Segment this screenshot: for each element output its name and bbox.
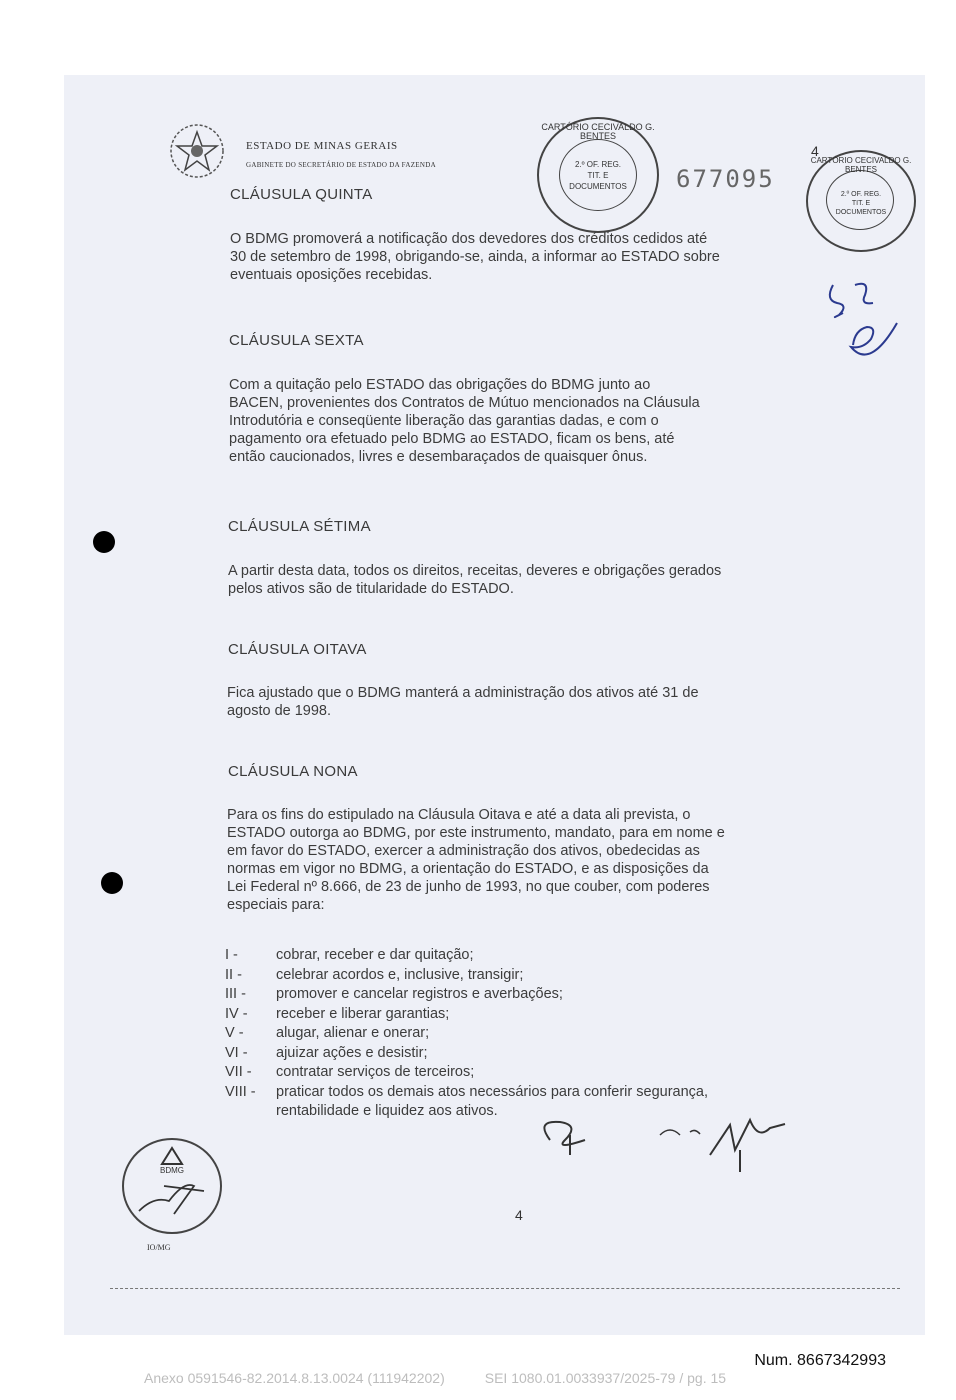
text-line: pelos ativos são de titularidade do ESTADO. bbox=[228, 581, 514, 597]
list-item-number: I - bbox=[225, 947, 238, 963]
punch-hole-bottom bbox=[101, 872, 123, 894]
clause-setima-text bbox=[228, 562, 818, 598]
list-item-number: III - bbox=[225, 986, 246, 1002]
text-line: Com a quitação pelo ESTADO das obrigações do BDMG junto ao bbox=[229, 377, 651, 393]
annex-reference: Anexo 0591546-82.2014.8.13.0024 (111942202) bbox=[144, 1370, 445, 1386]
list-item-text: alugar, alienar e onerar; bbox=[276, 1025, 430, 1041]
list-item-number: VI - bbox=[225, 1044, 248, 1061]
text-line: O BDMG promoverá a notificação dos devedores dos créditos cedidos até bbox=[230, 231, 708, 247]
header-office: GABINETE DO SECRETÁRIO DE ESTADO DA FAZENDA bbox=[246, 161, 436, 169]
clause-nona-text bbox=[227, 806, 817, 914]
notary-stamp-detail-3: DOCUMENTOS bbox=[569, 182, 627, 191]
text-line: ESTADO outorga ao BDMG, por este instrumento, mandato, para em nome e bbox=[227, 825, 725, 841]
text-line: Fica ajustado que o BDMG manterá a administração dos ativos até 31 de bbox=[227, 685, 699, 701]
notary-stamp-right-name: CARTÓRIO CECIVALDO G. BENTES bbox=[810, 156, 912, 174]
clause-oitava-heading: CLÁUSULA OITAVA bbox=[228, 641, 367, 658]
list-item-text: praticar todos os demais atos necessários para conferir segurança, bbox=[276, 1083, 708, 1100]
bdmg-logo-icon bbox=[160, 1146, 184, 1166]
footer-references bbox=[144, 1370, 726, 1386]
clause-oitava-text bbox=[227, 684, 817, 720]
list-item-text: rentabilidade e liquidez aos ativos. bbox=[276, 1103, 498, 1119]
clause-sexta-text bbox=[229, 376, 789, 466]
notary-stamp-right bbox=[806, 150, 916, 252]
notary-stamp-detail-2: TIT. E bbox=[587, 171, 609, 180]
list-item-number: VIII - bbox=[225, 1083, 256, 1100]
notary-stamp-center bbox=[537, 117, 659, 233]
handwritten-signatures bbox=[530, 1110, 800, 1180]
handwritten-initials bbox=[815, 275, 905, 375]
text-line: agosto de 1998. bbox=[227, 703, 332, 719]
clause-nona-heading: CLÁUSULA NONA bbox=[228, 763, 358, 780]
notary-stamp-right-detail-1: 2.º OF. REG. bbox=[840, 191, 882, 198]
text-line: normas em vigor no BDMG, a orientação do ESTADO, e as disposições da bbox=[227, 861, 709, 877]
coat-of-arms-emblem bbox=[162, 120, 232, 182]
clause-sexta-heading: CLÁUSULA SEXTA bbox=[229, 332, 364, 349]
control-number: 677095 bbox=[676, 165, 775, 193]
bottom-dashed-line bbox=[110, 1288, 900, 1289]
punch-hole-top bbox=[93, 531, 115, 553]
list-item-text: receber e liberar garantias; bbox=[276, 1005, 450, 1022]
text-line: Lei Federal nº 8.666, de 23 de junho de 1993, no que couber, com poderes bbox=[227, 879, 710, 895]
sei-reference: SEI 1080.01.0033937/2025-79 / pg. 15 bbox=[484, 1370, 727, 1386]
document-num: Num. 8667342993 bbox=[754, 1352, 886, 1369]
notary-stamp-name: CARTÓRIO CECIVALDO G. BENTES bbox=[541, 122, 655, 141]
list-item-text: celebrar acordos e, inclusive, transigir; bbox=[276, 966, 524, 983]
list-item-text: contratar serviços de terceiros; bbox=[276, 1064, 475, 1080]
list-item-text: ajuizar ações e desistir; bbox=[276, 1044, 428, 1061]
list-item-number: VII - bbox=[225, 1064, 252, 1080]
clause-quinta-heading: CLÁUSULA QUINTA bbox=[230, 186, 373, 203]
notary-stamp-right-detail-2: TIT. E bbox=[851, 200, 871, 207]
list-item-number: II - bbox=[225, 966, 242, 983]
text-line: Para os fins do estipulado na Cláusula Oitava e até a data ali prevista, o bbox=[227, 807, 691, 823]
header-state-name: ESTADO DE MINAS GERAIS bbox=[246, 140, 398, 152]
corner-page-number: 4 bbox=[811, 143, 819, 159]
text-line: 30 de setembro de 1998, obrigando-se, ainda, a informar ao ESTADO sobre bbox=[230, 249, 720, 265]
notary-stamp-right-detail-3: DOCUMENTOS bbox=[835, 209, 887, 216]
bdmg-seal-label: BDMG bbox=[160, 1166, 184, 1175]
text-line: pagamento ora efetuado pelo BDMG ao ESTADO, ficam os bens, até bbox=[229, 431, 675, 447]
clause-setima-heading: CLÁUSULA SÉTIMA bbox=[228, 518, 371, 535]
text-line: A partir desta data, todos os direitos, receitas, deveres e obrigações gerados bbox=[228, 563, 722, 579]
list-item-number: IV - bbox=[225, 1005, 248, 1022]
text-line: especiais para: bbox=[227, 897, 325, 913]
text-line: em favor do ESTADO, exercer a administração dos ativos, obedecidas as bbox=[227, 843, 700, 859]
list-item-text: promover e cancelar registros e averbações; bbox=[276, 986, 563, 1002]
text-line: eventuais oposições recebidas. bbox=[230, 267, 433, 283]
bdmg-seal-footer: IO/MG bbox=[147, 1243, 171, 1252]
notary-stamp-detail-1: 2.º OF. REG. bbox=[574, 160, 622, 169]
text-line: Introdutória e conseqüente liberação das garantias dadas, e com o bbox=[229, 413, 659, 429]
text-line: BACEN, provenientes dos Contratos de Mútuo mencionados na Cláusula bbox=[229, 395, 700, 411]
seal-signature bbox=[134, 1176, 210, 1216]
clause-quinta-text bbox=[230, 230, 820, 284]
page-number: 4 bbox=[515, 1207, 523, 1223]
list-item-text: cobrar, receber e dar quitação; bbox=[276, 947, 474, 963]
text-line: então caucionados, livres e desembaraçados de quaisquer ônus. bbox=[229, 449, 648, 465]
list-item-number: V - bbox=[225, 1025, 244, 1041]
bdmg-seal bbox=[122, 1138, 222, 1234]
